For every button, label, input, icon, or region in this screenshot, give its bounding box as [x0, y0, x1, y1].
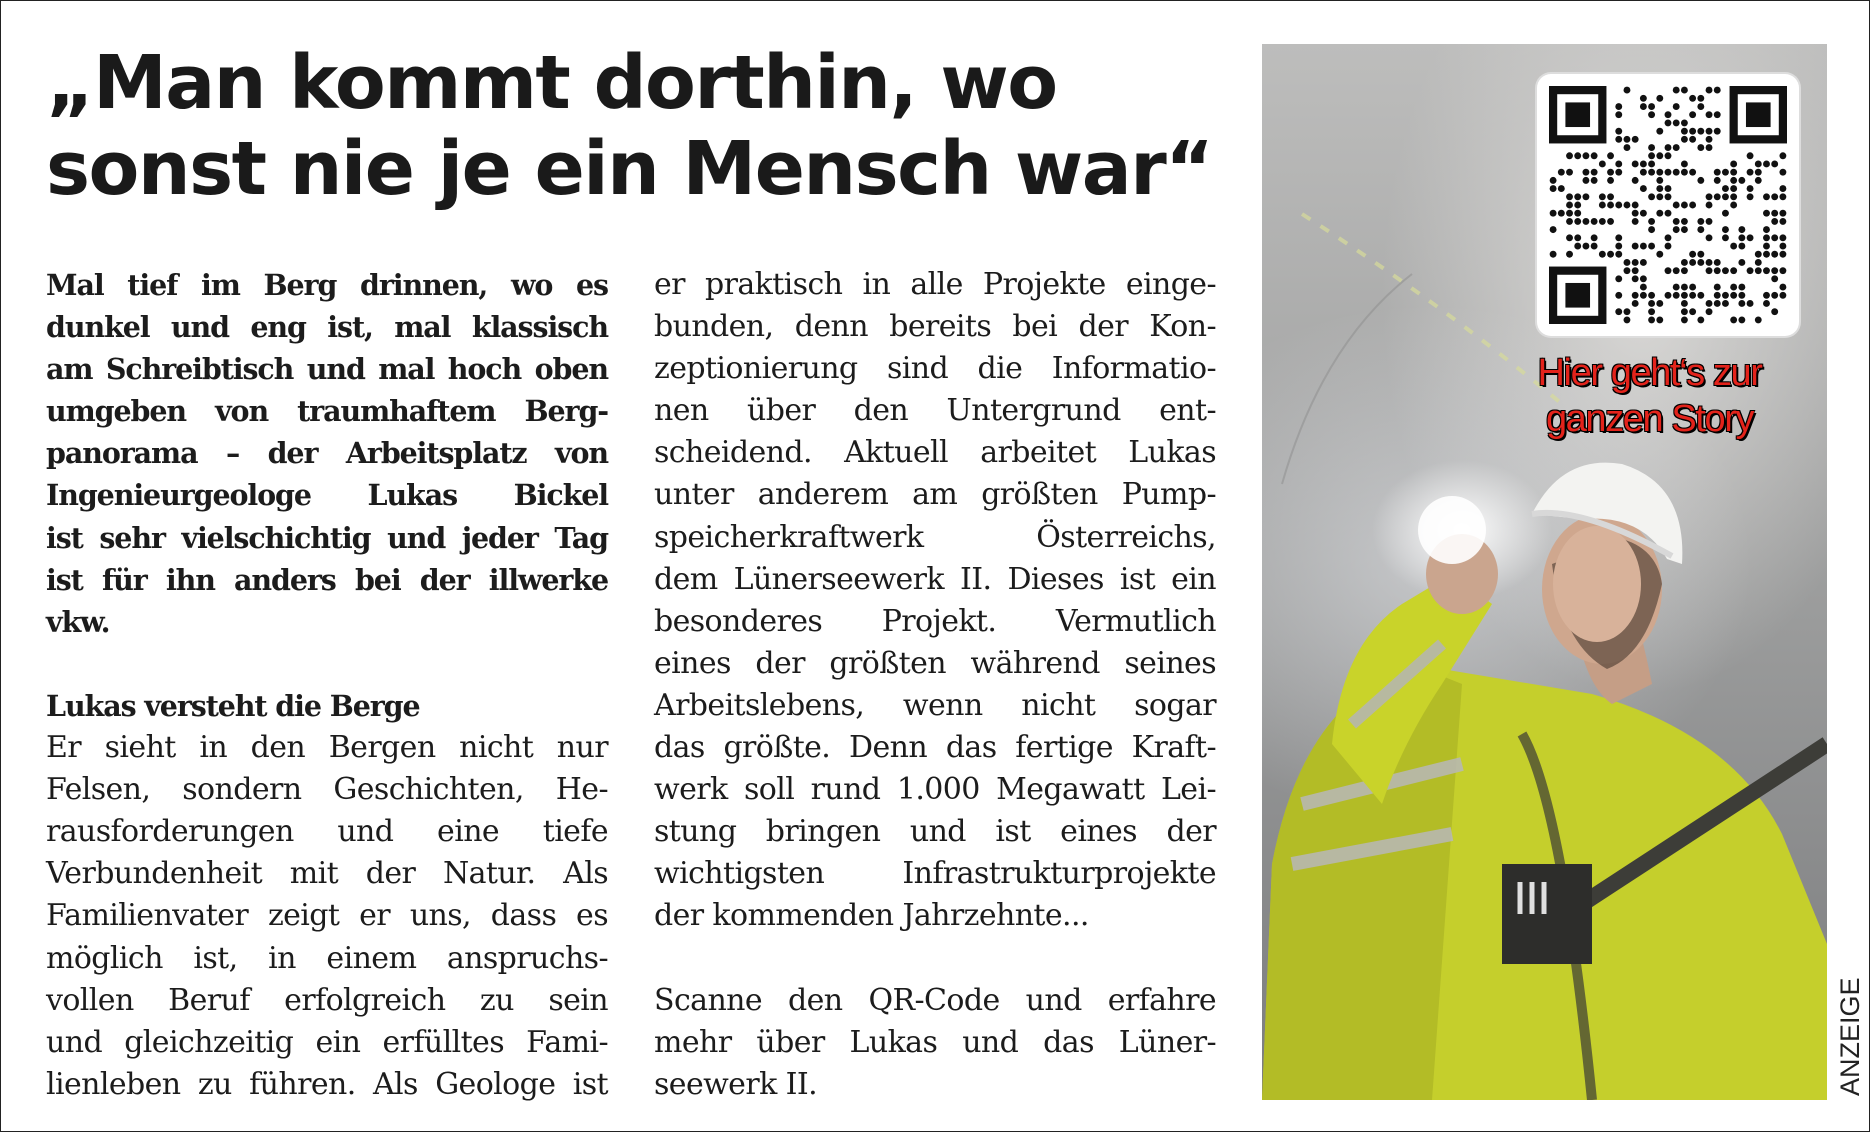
text-line: wichtigsten Infrastrukturprojekte — [654, 856, 1216, 892]
text-line: bunden, denn bereits bei der Kon- — [654, 309, 1216, 345]
text-line: vollen Beruf erfolgreich zu sein — [46, 982, 608, 1018]
qr-code-pattern — [1549, 86, 1787, 324]
body-paragraph — [654, 264, 1216, 938]
text-line: werk soll rund 1.000 Megawatt Lei- — [654, 772, 1216, 808]
text-line: Verbundenheit mit der Natur. Als — [46, 856, 608, 892]
text-line: panorama – der Arbeitsplatz von — [46, 436, 608, 471]
text-line: ist sehr vielschichtig und jeder Tag — [46, 520, 608, 555]
logo-patch — [1502, 864, 1592, 964]
subheading: Lukas versteht die Berge — [46, 688, 420, 723]
text-line: seewerk II. — [654, 1066, 818, 1102]
text-line: eines der größten während seines — [654, 645, 1216, 681]
qr-caption-line-1: Hier geht‘s zur — [1537, 352, 1762, 394]
text-line: am Schreibtisch und mal hoch oben — [46, 352, 608, 387]
text-line: zeptionierung sind die Informatio- — [654, 351, 1216, 387]
text-line: das größte. Denn das fertige Kraft- — [654, 730, 1216, 766]
photo-geologist-in-tunnel — [1262, 44, 1827, 1100]
advertisement-label-text: ANZEIGE — [1835, 977, 1865, 1096]
paragraph-gap — [46, 643, 608, 685]
text-line: speicherkraftwerk Österreichs, — [654, 519, 1216, 555]
text-line: ist für ihn anders bei der illwerke — [46, 562, 608, 597]
qr-caption — [1477, 350, 1822, 442]
text-line: rausforderungen und eine tiefe — [46, 814, 608, 850]
intro-paragraph — [46, 264, 608, 643]
text-line: möglich ist, in einem anspruchs- — [46, 940, 608, 976]
headline-line-1: „Man kommt dorthin, wo — [46, 40, 1057, 126]
text-line: lienleben zu führen. Als Geologe ist — [46, 1066, 608, 1102]
text-line: mehr über Lukas und das Lüner- — [654, 1024, 1216, 1060]
text-line: dunkel und eng ist, mal klassisch — [46, 310, 608, 345]
text-line: nen über den Untergrund ent- — [654, 393, 1216, 429]
call-to-action-paragraph — [654, 980, 1216, 1106]
text-line: stung bringen und ist eines der — [654, 814, 1216, 850]
text-line: Arbeitslebens, wenn nicht sogar — [654, 687, 1216, 723]
text-line: Scanne den QR-Code und erfahre — [654, 982, 1216, 1018]
text-line: besonderes Projekt. Vermutlich — [654, 603, 1216, 639]
text-line: der kommenden Jahrzehnte... — [654, 898, 1089, 934]
text-line: Ingenieurgeologe Lukas Bickel — [46, 478, 608, 513]
headline — [46, 40, 1246, 212]
article-column-1 — [46, 264, 608, 1106]
qr-caption-line-2: ganzen Story — [1545, 398, 1754, 440]
qr-code[interactable] — [1537, 74, 1799, 336]
text-line: Mal tief im Berg drinnen, wo es — [46, 268, 608, 302]
headline-line-2: sonst nie je ein Mensch war“ — [46, 126, 1213, 212]
text-line: Familienvater zeigt er uns, dass es — [46, 898, 608, 934]
text-line: unter anderem am größten Pump- — [654, 477, 1216, 513]
text-line: vkw. — [46, 604, 110, 639]
text-line: dem Lünerseewerk II. Dieses ist ein — [654, 561, 1216, 597]
text-line: Er sieht in den Bergen nicht nur — [46, 730, 608, 766]
text-line: Felsen, sondern Geschichten, He- — [46, 772, 608, 808]
text-line: scheidend. Aktuell arbeitet Lukas — [654, 435, 1216, 471]
body-paragraph — [46, 727, 608, 1106]
article-column-2 — [654, 264, 1216, 1106]
headlamp-glow — [1418, 496, 1486, 564]
text-line: und gleichzeitig ein erfülltes Fami- — [46, 1024, 608, 1060]
text-line: umgeben von traumhaftem Berg- — [46, 394, 608, 429]
text-line: er praktisch in alle Projekte einge- — [654, 267, 1216, 302]
paragraph-gap — [654, 938, 1216, 980]
